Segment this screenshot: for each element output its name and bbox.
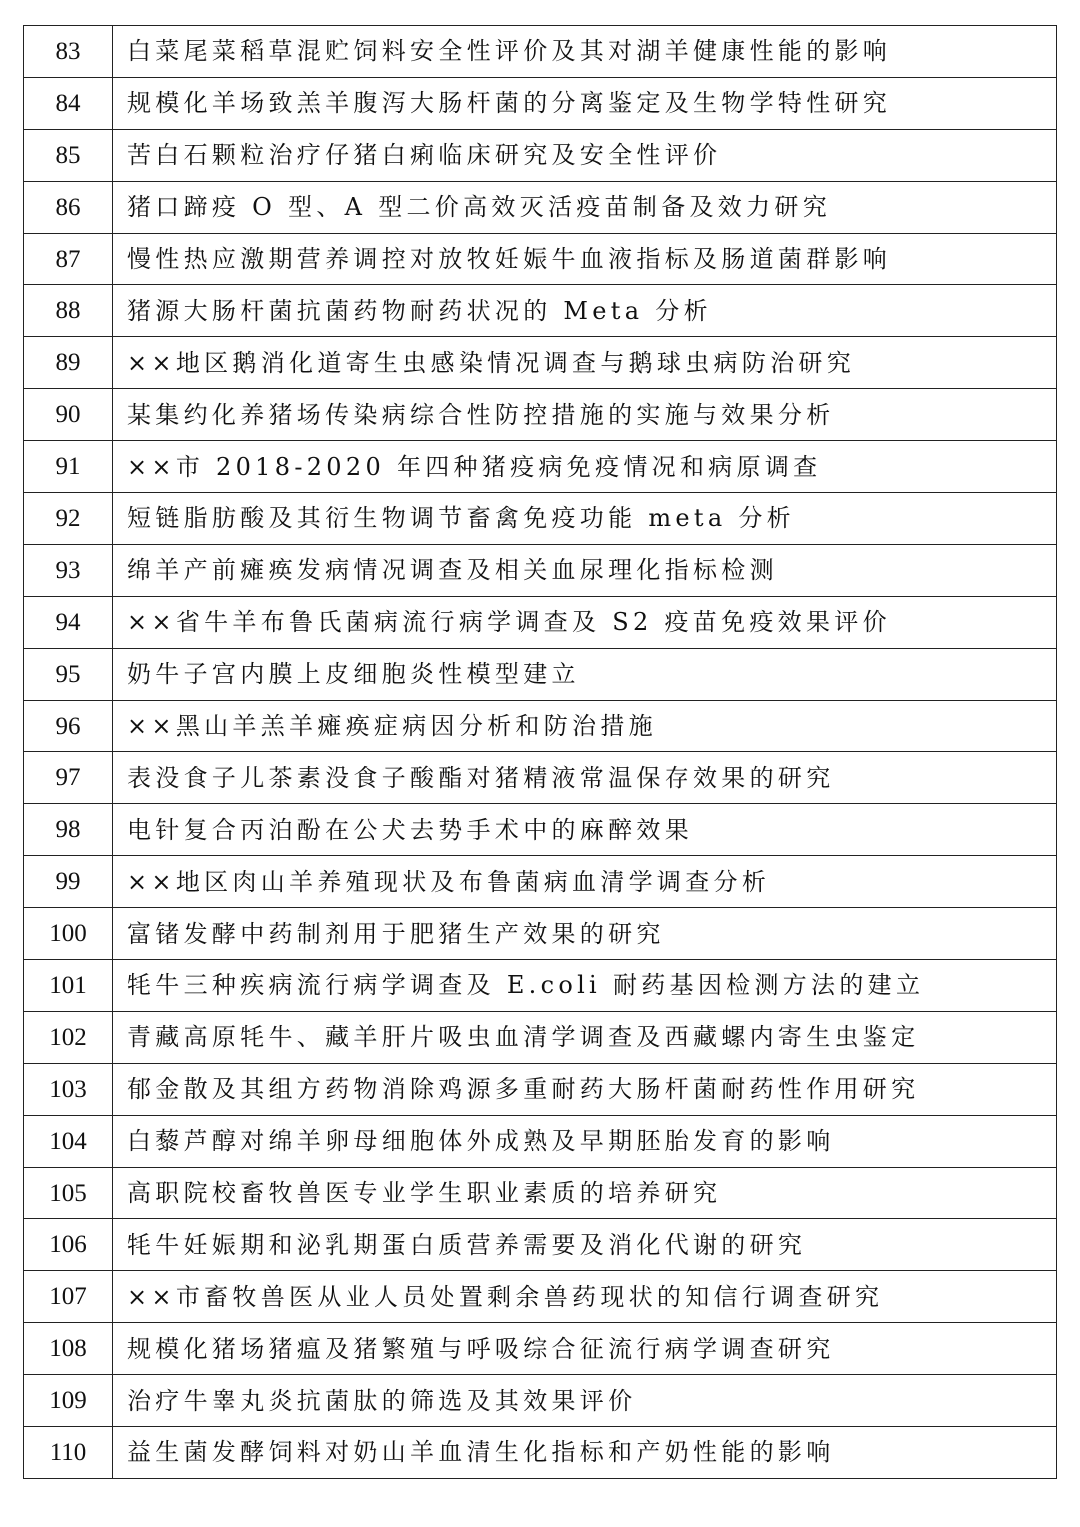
row-number: 104 xyxy=(24,1115,113,1167)
row-title: 富锗发酵中药制剂用于肥猪生产效果的研究 xyxy=(113,908,1057,960)
table-row xyxy=(24,285,1057,337)
row-title: ××地区鹅消化道寄生虫感染情况调查与鹅球虫病防治研究 xyxy=(113,337,1057,389)
table-row xyxy=(24,493,1057,545)
row-number: 101 xyxy=(24,960,113,1012)
row-title: 电针复合丙泊酚在公犬去势手术中的麻醉效果 xyxy=(113,804,1057,856)
table-row xyxy=(24,544,1057,596)
row-number: 99 xyxy=(24,856,113,908)
table-row xyxy=(24,129,1057,181)
table-row xyxy=(24,1375,1057,1427)
row-title: 益生菌发酵饲料对奶山羊血清生化指标和产奶性能的影响 xyxy=(113,1427,1057,1479)
row-title: ××市畜牧兽医从业人员处置剩余兽药现状的知信行调查研究 xyxy=(113,1271,1057,1323)
row-title: 郁金散及其组方药物消除鸡源多重耐药大肠杆菌耐药性作用研究 xyxy=(113,1063,1057,1115)
row-title: 牦牛妊娠期和泌乳期蛋白质营养需要及消化代谢的研究 xyxy=(113,1219,1057,1271)
table-row xyxy=(24,1011,1057,1063)
table-row xyxy=(24,1167,1057,1219)
row-title: 牦牛三种疾病流行病学调查及 E.coli 耐药基因检测方法的建立 xyxy=(113,960,1057,1012)
row-title: ××地区肉山羊养殖现状及布鲁菌病血清学调查分析 xyxy=(113,856,1057,908)
row-number: 102 xyxy=(24,1011,113,1063)
table-row xyxy=(24,1427,1057,1479)
row-number: 98 xyxy=(24,804,113,856)
row-number: 105 xyxy=(24,1167,113,1219)
row-number: 94 xyxy=(24,596,113,648)
row-number: 109 xyxy=(24,1375,113,1427)
table-row xyxy=(24,1323,1057,1375)
row-number: 100 xyxy=(24,908,113,960)
table-row xyxy=(24,908,1057,960)
topic-table xyxy=(23,25,1057,1479)
row-number: 83 xyxy=(24,26,113,78)
row-title: 规模化羊场致羔羊腹泻大肠杆菌的分离鉴定及生物学特性研究 xyxy=(113,77,1057,129)
row-title: 猪口蹄疫 O 型、A 型二价高效灭活疫苗制备及效力研究 xyxy=(113,181,1057,233)
row-number: 110 xyxy=(24,1427,113,1479)
row-number: 88 xyxy=(24,285,113,337)
row-number: 97 xyxy=(24,752,113,804)
row-number: 107 xyxy=(24,1271,113,1323)
table-row xyxy=(24,389,1057,441)
table-row xyxy=(24,337,1057,389)
row-number: 93 xyxy=(24,544,113,596)
table-row xyxy=(24,960,1057,1012)
table-row xyxy=(24,1115,1057,1167)
table-row xyxy=(24,26,1057,78)
row-title: 奶牛子宫内膜上皮细胞炎性模型建立 xyxy=(113,648,1057,700)
row-title: 白菜尾菜稻草混贮饲料安全性评价及其对湖羊健康性能的影响 xyxy=(113,26,1057,78)
row-number: 89 xyxy=(24,337,113,389)
table-row xyxy=(24,804,1057,856)
table-row xyxy=(24,1219,1057,1271)
row-title: ××黑山羊羔羊瘫痪症病因分析和防治措施 xyxy=(113,700,1057,752)
table-row xyxy=(24,181,1057,233)
row-title: 白藜芦醇对绵羊卵母细胞体外成熟及早期胚胎发育的影响 xyxy=(113,1115,1057,1167)
row-title: 慢性热应激期营养调控对放牧妊娠牛血液指标及肠道菌群影响 xyxy=(113,233,1057,285)
row-title: 高职院校畜牧兽医专业学生职业素质的培养研究 xyxy=(113,1167,1057,1219)
row-number: 84 xyxy=(24,77,113,129)
table-row xyxy=(24,233,1057,285)
row-title: 短链脂肪酸及其衍生物调节畜禽免疫功能 meta 分析 xyxy=(113,493,1057,545)
row-number: 87 xyxy=(24,233,113,285)
row-number: 96 xyxy=(24,700,113,752)
table-row xyxy=(24,856,1057,908)
row-number: 91 xyxy=(24,441,113,493)
row-number: 92 xyxy=(24,493,113,545)
row-title: 青藏高原牦牛、藏羊肝片吸虫血清学调查及西藏螺内寄生虫鉴定 xyxy=(113,1011,1057,1063)
table-row xyxy=(24,700,1057,752)
row-number: 95 xyxy=(24,648,113,700)
row-title: 苦白石颗粒治疗仔猪白痢临床研究及安全性评价 xyxy=(113,129,1057,181)
table-row xyxy=(24,1271,1057,1323)
topic-table-body xyxy=(24,26,1057,1479)
row-number: 86 xyxy=(24,181,113,233)
table-row xyxy=(24,596,1057,648)
table-row xyxy=(24,1063,1057,1115)
row-number: 85 xyxy=(24,129,113,181)
table-row xyxy=(24,77,1057,129)
row-title: ××省牛羊布鲁氏菌病流行病学调查及 S2 疫苗免疫效果评价 xyxy=(113,596,1057,648)
row-title: 某集约化养猪场传染病综合性防控措施的实施与效果分析 xyxy=(113,389,1057,441)
row-title: 规模化猪场猪瘟及猪繁殖与呼吸综合征流行病学调查研究 xyxy=(113,1323,1057,1375)
row-number: 90 xyxy=(24,389,113,441)
row-title: 治疗牛睾丸炎抗菌肽的筛选及其效果评价 xyxy=(113,1375,1057,1427)
row-title: 表没食子儿茶素没食子酸酯对猪精液常温保存效果的研究 xyxy=(113,752,1057,804)
row-number: 103 xyxy=(24,1063,113,1115)
row-title: 猪源大肠杆菌抗菌药物耐药状况的 Meta 分析 xyxy=(113,285,1057,337)
table-row xyxy=(24,648,1057,700)
table-row xyxy=(24,752,1057,804)
row-number: 108 xyxy=(24,1323,113,1375)
row-title: ××市 2018-2020 年四种猪疫病免疫情况和病原调查 xyxy=(113,441,1057,493)
row-number: 106 xyxy=(24,1219,113,1271)
row-title: 绵羊产前瘫痪发病情况调查及相关血尿理化指标检测 xyxy=(113,544,1057,596)
table-row xyxy=(24,441,1057,493)
